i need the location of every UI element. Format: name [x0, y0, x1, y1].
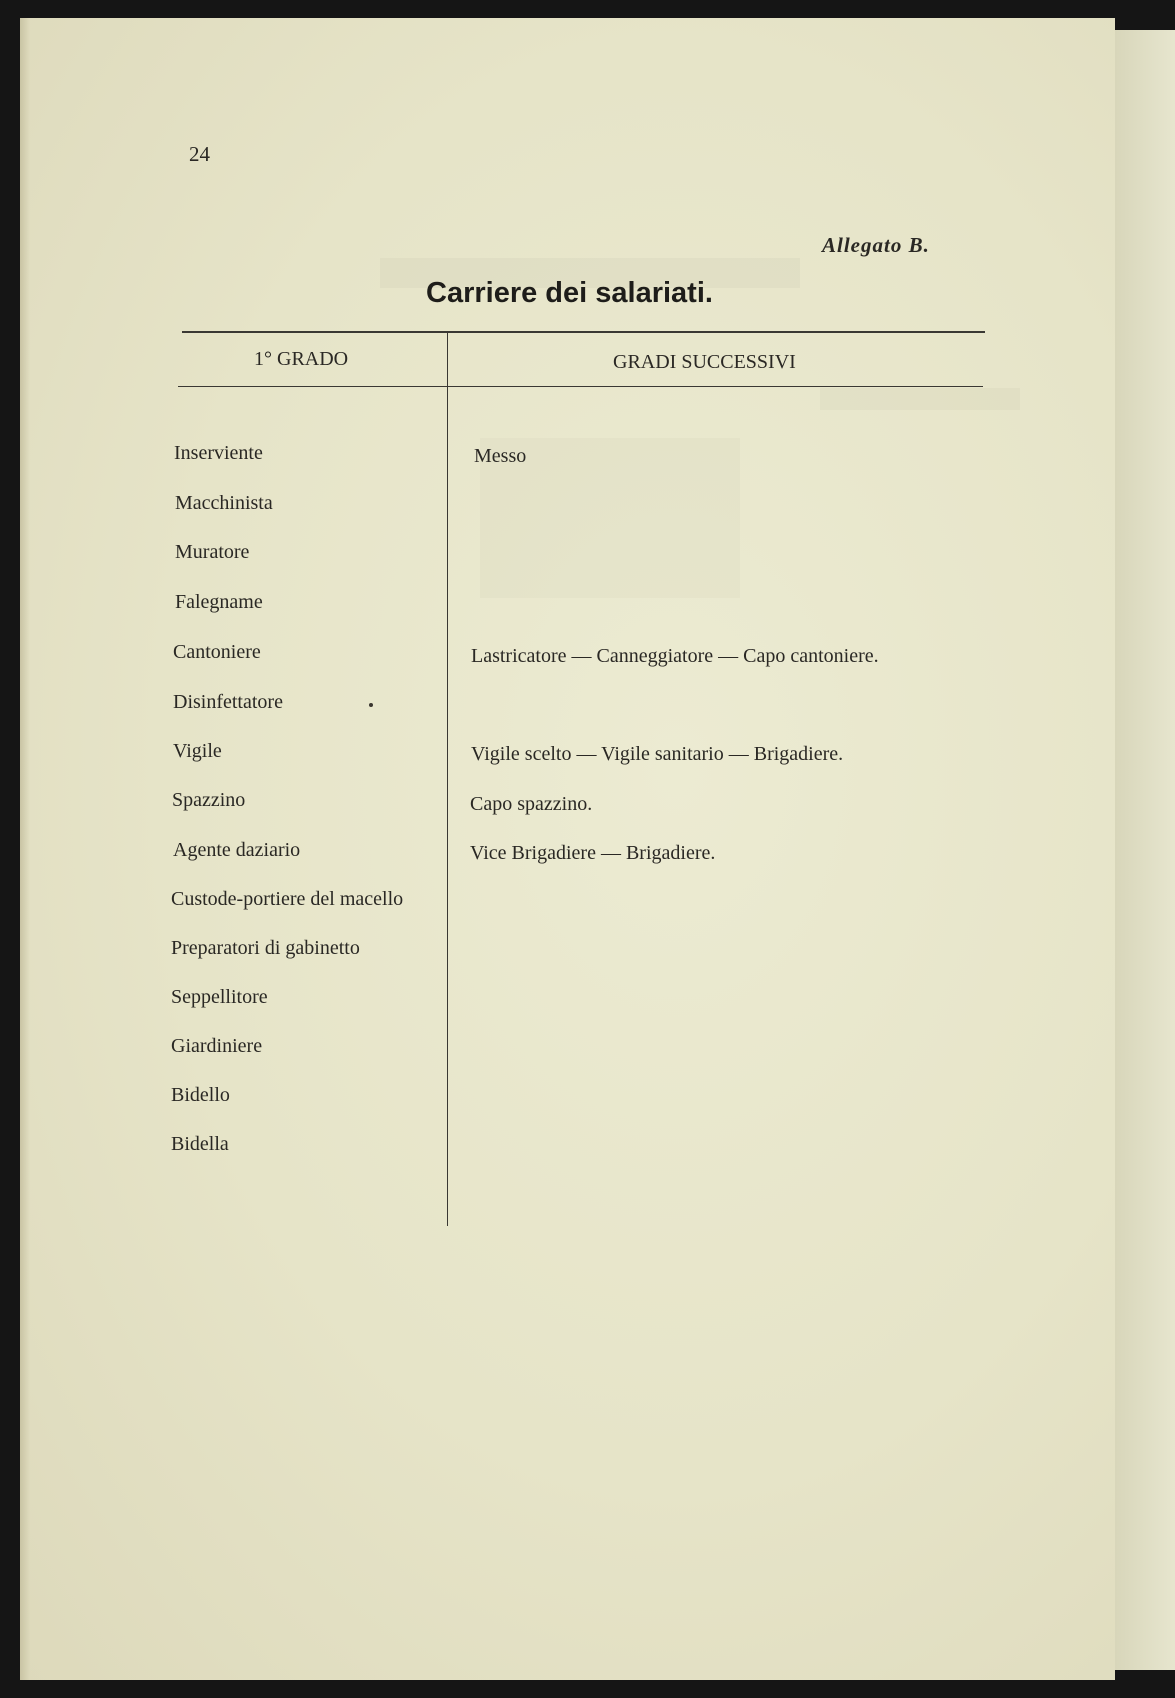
annex-label: Allegato B.: [822, 233, 930, 257]
page-binding-shadow: [20, 18, 30, 1680]
first-grade-cell: Giardiniere: [171, 1035, 263, 1057]
first-grade-cell: Inserviente: [174, 442, 263, 464]
first-grade-cell: Bidello: [171, 1084, 230, 1106]
first-grade-cell: Agente daziario: [173, 839, 301, 861]
first-grade-cell: Disinfettatore: [173, 691, 283, 713]
first-grade-cell: Spazzino: [172, 789, 246, 811]
successive-grades-cell: Vigile scelto — Vigile sanitario — Brigadiere.: [471, 743, 844, 765]
page-number: 24: [189, 142, 210, 166]
successive-grades-cell: Lastricatore — Canneggiatore — Capo cantoniere.: [471, 645, 879, 667]
first-grade-cell: Bidella: [171, 1133, 229, 1155]
successive-grades-cell: Vice Brigadiere — Brigadiere.: [470, 842, 716, 864]
successive-grades-cell: Capo spazzino.: [470, 793, 593, 815]
first-grade-cell: Cantoniere: [173, 641, 261, 663]
first-grade-cell: Macchinista: [175, 492, 273, 514]
first-grade-cell: Preparatori di gabinetto: [171, 937, 360, 959]
table-top-rule: [182, 331, 985, 333]
header-first-grade: 1° GRADO: [254, 348, 349, 370]
ink-speck: [369, 703, 373, 707]
successive-grades-cell: Messo: [474, 445, 527, 467]
first-grade-cell: Falegname: [175, 591, 263, 613]
facing-page-edge: [1113, 30, 1175, 1670]
bleed-through-block: [820, 388, 1020, 410]
page-title: Carriere dei salariati.: [426, 277, 713, 309]
header-bottom-rule: [178, 386, 983, 387]
first-grade-cell: Vigile: [173, 740, 222, 762]
first-grade-cell: Custode-portiere del macello: [171, 888, 404, 910]
column-divider: [447, 333, 448, 1226]
header-successive-grades: GRADI SUCCESSIVI: [613, 351, 796, 373]
first-grade-cell: Muratore: [175, 541, 250, 563]
first-grade-cell: Seppellitore: [171, 986, 268, 1008]
